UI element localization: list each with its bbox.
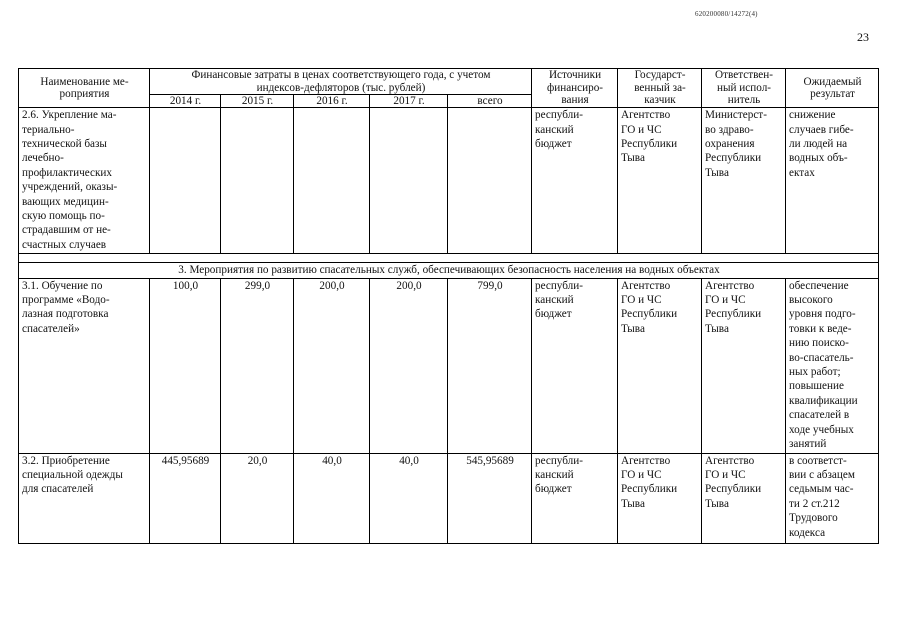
row-value-2017: 40,0	[370, 453, 448, 543]
header-customer: Государст- венный за- казчик	[618, 69, 702, 108]
row-source: республи- канский бюджет	[532, 108, 618, 254]
row-result: снижение случаев гибе- ли людей на водных объ- ектах	[786, 108, 879, 254]
header-year-2015: 2015 г.	[221, 95, 294, 108]
header-row	[19, 69, 879, 95]
section-row	[19, 263, 879, 278]
row-executor: Агентство ГО и ЧС Республики Тыва	[702, 278, 786, 453]
row-value-2017: 200,0	[370, 278, 448, 453]
row-value-total: 545,95689	[448, 453, 532, 543]
table-row	[19, 453, 879, 543]
document-id: 620200080/14272(4)	[695, 10, 758, 18]
header-executor: Ответствен- ный испол- нитель	[702, 69, 786, 108]
header-year-2016: 2016 г.	[294, 95, 370, 108]
section-title: 3. Мероприятия по развитию спасательных служб, обеспечивающих безопасность населения на водных объектах	[19, 263, 879, 278]
row-value-2016: 200,0	[294, 278, 370, 453]
row-value-2016	[294, 108, 370, 254]
row-customer: Агентство ГО и ЧС Республики Тыва	[618, 278, 702, 453]
spacer-row	[19, 254, 879, 263]
row-name: 3.2. Приобретение специальной одежды для спасателей	[19, 453, 150, 543]
row-executor: Министерст- во здраво- охранения Республики Тыва	[702, 108, 786, 254]
row-name: 2.6. Укрепление ма- териально- технической базы лечебно- профилактических учреждений, оказы- вающих медицин- скую помощь по- страдавшим от не- счастных случаев	[19, 108, 150, 254]
row-value-2015	[221, 108, 294, 254]
row-value-2015: 20,0	[221, 453, 294, 543]
row-executor: Агентство ГО и ЧС Республики Тыва	[702, 453, 786, 543]
row-value-2016: 40,0	[294, 453, 370, 543]
row-result: обеспечение высокого уровня подго- товки к веде- нию поиско- во-спасатель- ных работ; повышение квалификации спасателей в ходе учебных занятий	[786, 278, 879, 453]
header-year-2017: 2017 г.	[370, 95, 448, 108]
row-value-2017	[370, 108, 448, 254]
table-row	[19, 108, 879, 254]
header-costs: Финансовые затраты в ценах соответствующего года, с учетом индексов-дефляторов (тыс. рублей)	[150, 69, 532, 95]
row-result: в соответст- вии с абзацем седьмым час- ти 2 ст.212 Трудового кодекса	[786, 453, 879, 543]
row-value-2014	[150, 108, 221, 254]
row-source: республи- канский бюджет	[532, 278, 618, 453]
measures-table	[18, 68, 879, 544]
header-year-2014: 2014 г.	[150, 95, 221, 108]
header-sources: Источники финансиро- вания	[532, 69, 618, 108]
header-result: Ожидаемый результат	[786, 69, 879, 108]
header-total: всего	[448, 95, 532, 108]
row-value-2014: 100,0	[150, 278, 221, 453]
row-customer: Агентство ГО и ЧС Республики Тыва	[618, 108, 702, 254]
row-value-2015: 299,0	[221, 278, 294, 453]
table-row	[19, 278, 879, 453]
row-source: республи- канский бюджет	[532, 453, 618, 543]
row-name: 3.1. Обучение по программе «Водо- лазная подготовка спасателей»	[19, 278, 150, 453]
row-customer: Агентство ГО и ЧС Республики Тыва	[618, 453, 702, 543]
row-value-total	[448, 108, 532, 254]
spacer-cell	[19, 254, 879, 263]
header-name: Наименование ме- роприятия	[19, 69, 150, 108]
row-value-total: 799,0	[448, 278, 532, 453]
page-number: 23	[857, 30, 869, 44]
row-value-2014: 445,95689	[150, 453, 221, 543]
